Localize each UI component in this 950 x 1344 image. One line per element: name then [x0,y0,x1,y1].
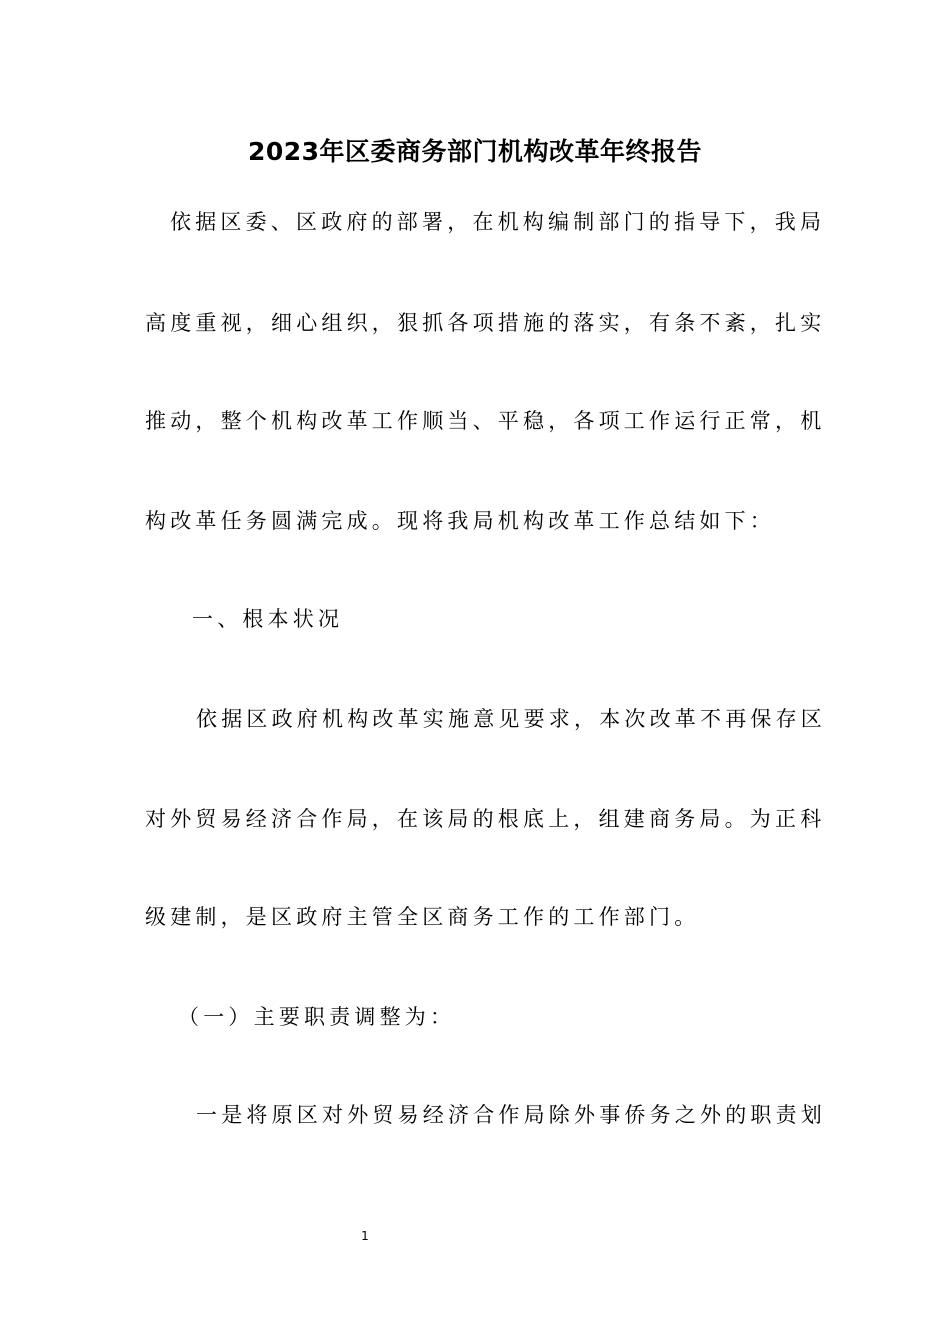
paragraph-line: 依据区委、区政府的部署，在机构编制部门的指导下，我局 [170,210,826,234]
document-title: 2023年区委商务部门机构改革年终报告 [247,137,703,166]
subsection-heading: （一）主要职责调整为： [178,1005,456,1029]
section-heading: 一、根本状况 [192,607,344,631]
paragraph-line: 推动，整个机构改革工作顺当、平稳，各项工作运行正常，机 [145,409,826,433]
page-number: 1 [361,1229,369,1243]
paragraph-line: 高度重视，细心组织，狠抓各项措施的落实，有条不紊，扎实 [145,311,826,335]
paragraph-line: 对外贸易经济合作局，在该局的根底上，组建商务局。为正科 [145,807,826,831]
paragraph-line: 级建制，是区政府主管全区商务工作的工作部门。 [145,905,700,929]
paragraph-line: 一是将原区对外贸易经济合作局除外事侨务之外的职责划 [196,1103,826,1127]
paragraph-line: 依据区政府机构改革实施意见要求，本次改革不再保存区 [196,707,826,731]
paragraph-line: 构改革任务圆满完成。现将我局机构改革工作总结如下： [145,509,775,533]
